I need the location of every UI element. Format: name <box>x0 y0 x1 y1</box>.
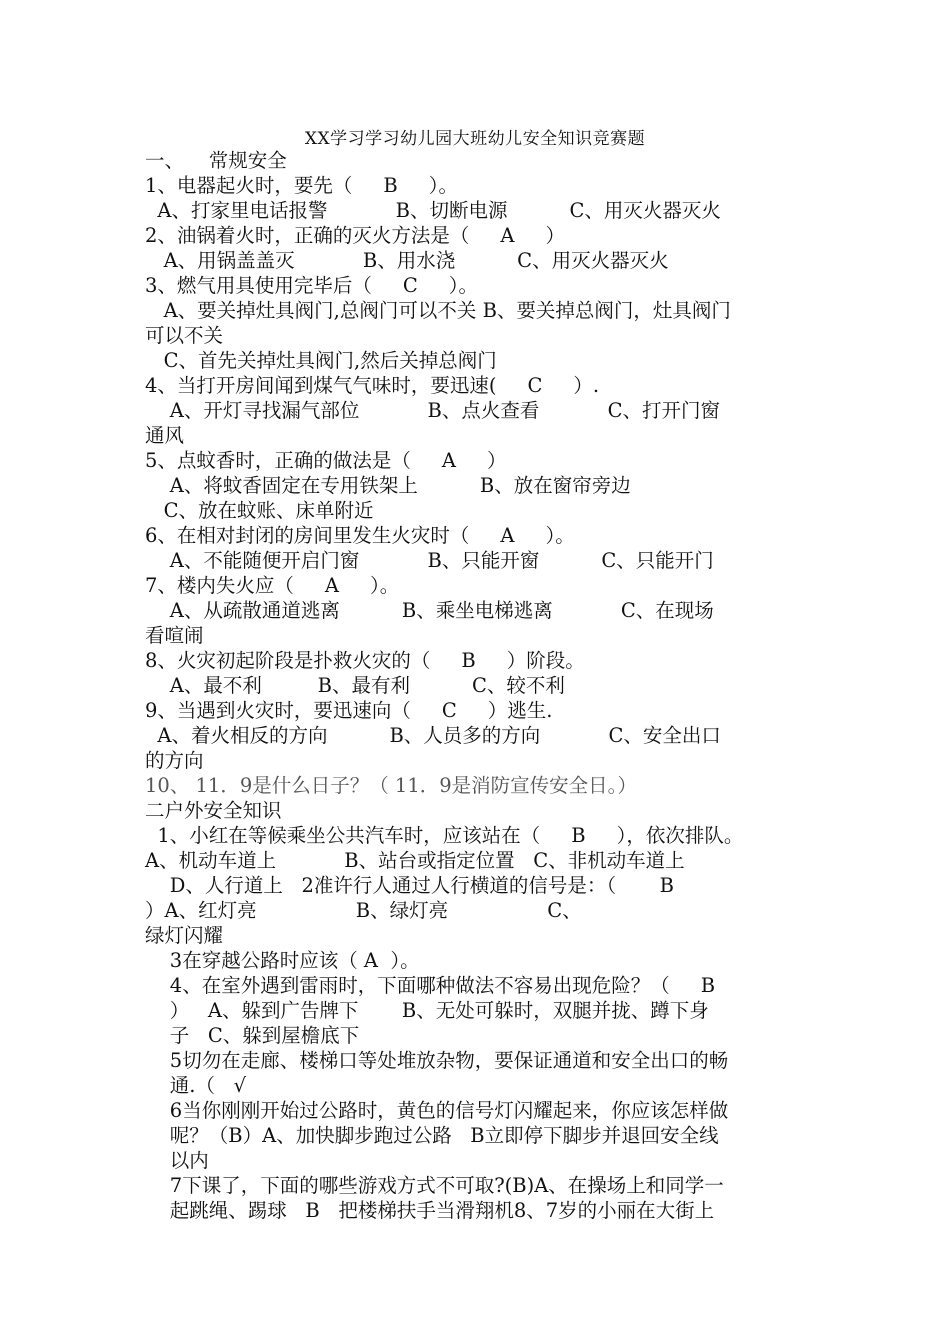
text-line: 子 C、躲到屋檐底下 <box>145 1024 360 1047</box>
text-line: 1、电器起火时，要先（ B ）。 <box>145 174 458 197</box>
text-line: A、不能随便开启门窗 B、只能开窗 C、只能开门 <box>145 549 714 572</box>
text-line: C、首先关掉灶具阀门,然后关掉总阀门 <box>145 349 497 372</box>
text-line: D、人行道上 2准许行人通过人行横道的信号是：（ B <box>145 874 674 897</box>
text-line: 9、当遇到火灾时，要迅速向（ C ）逃生. <box>145 699 553 722</box>
text-line: A、打家里电话报警 B、切断电源 C、用灭火器灭火 <box>145 199 721 222</box>
text-line: 4、在室外遇到雷雨时，下面哪种做法不容易出现危险？（ B <box>145 974 716 997</box>
text-line: 1、小红在等候乘坐公共汽车时，应该站在（ B ），依次排队。 <box>145 824 744 847</box>
text-line: 以内 <box>145 1149 209 1172</box>
text-line: 7、楼内失火应（ A ）。 <box>145 574 400 597</box>
text-line: 看喧闹 <box>145 624 204 647</box>
text-line: 6、在相对封闭的房间里发生火灾时（ A ）。 <box>145 524 575 547</box>
text-line: 3在穿越公路时应该（ A ）。 <box>145 949 420 972</box>
text-line: 的方向 <box>145 749 204 772</box>
text-line: 10、 11．9是什么日子？（ 11．9是消防宣传安全日。） <box>145 774 637 797</box>
text-line: 2、油锅着火时，正确的灭火方法是（ A ） <box>145 224 565 247</box>
text-line: 7下课了，下面的哪些游戏方式不可取?(B)A、在操场上和同学一 <box>145 1174 724 1197</box>
document-body <box>145 148 810 1223</box>
text-line: 可以不关 <box>145 324 224 347</box>
text-line: C、放在蚊账、床单附近 <box>145 499 374 522</box>
text-line: 呢？（B）A、加快脚步跑过公路 B立即停下脚步并退回安全线 <box>145 1124 719 1147</box>
text-line: 二户外安全知识 <box>145 799 282 822</box>
text-line: A、将蚊香固定在专用铁架上 B、放在窗帘旁边 <box>145 474 631 497</box>
text-line: 6当你刚刚开始过公路时，黄色的信号灯闪耀起来，你应该怎样做 <box>145 1099 729 1122</box>
text-line: ） A、躲到广告牌下 B、无处可躲时，双腿并拢、蹲下身 <box>145 999 709 1022</box>
text-line: 4、当打开房间闻到煤气气味时，要迅速( C ）. <box>145 374 600 397</box>
text-line: 5切勿在走廊、楼梯口等处堆放杂物，要保证通道和安全出口的畅 <box>145 1049 729 1072</box>
text-line: A、从疏散通道逃离 B、乘坐电梯逃离 C、在现场 <box>145 599 714 622</box>
text-line: 绿灯闪耀 <box>145 924 224 947</box>
text-line: 5、点蚊香时，正确的做法是（ A ） <box>145 449 507 472</box>
text-line: 3、燃气用具使用完毕后（ C ）。 <box>145 274 479 297</box>
document-title: XX学习学习幼儿园大班幼儿安全知识竞赛题 <box>304 129 646 149</box>
text-line: 一、 常规安全 <box>145 149 287 172</box>
text-line: A、开灯寻找漏气部位 B、点火查看 C、打开门窗 <box>145 399 720 422</box>
text-line: 通风 <box>145 424 185 447</box>
text-line: A、用锅盖盖灭 B、用水浇 C、用灭火器灭火 <box>145 249 669 272</box>
text-line: ）A、红灯亮 B、绿灯亮 C、 <box>145 899 582 922</box>
text-line: A、最不利 B、最有利 C、较不利 <box>145 674 565 697</box>
text-line: 8、火灾初起阶段是扑救火灾的（ B ）阶段。 <box>145 649 585 672</box>
text-line: A、机动车道上 B、站台或指定位置 C、非机动车道上 <box>145 849 685 872</box>
text-line: A、着火相反的方向 B、人员多的方向 C、安全出口 <box>145 724 721 747</box>
text-line: A、要关掉灶具阀门,总阀门可以不关 B、要关掉总阀门，灶具阀门 <box>145 299 731 322</box>
text-line: 通.（ √ <box>145 1074 247 1097</box>
text-line: 起跳绳、踢球 B 把楼梯扶手当滑翔机8、7岁的小丽在大街上 <box>145 1199 715 1222</box>
